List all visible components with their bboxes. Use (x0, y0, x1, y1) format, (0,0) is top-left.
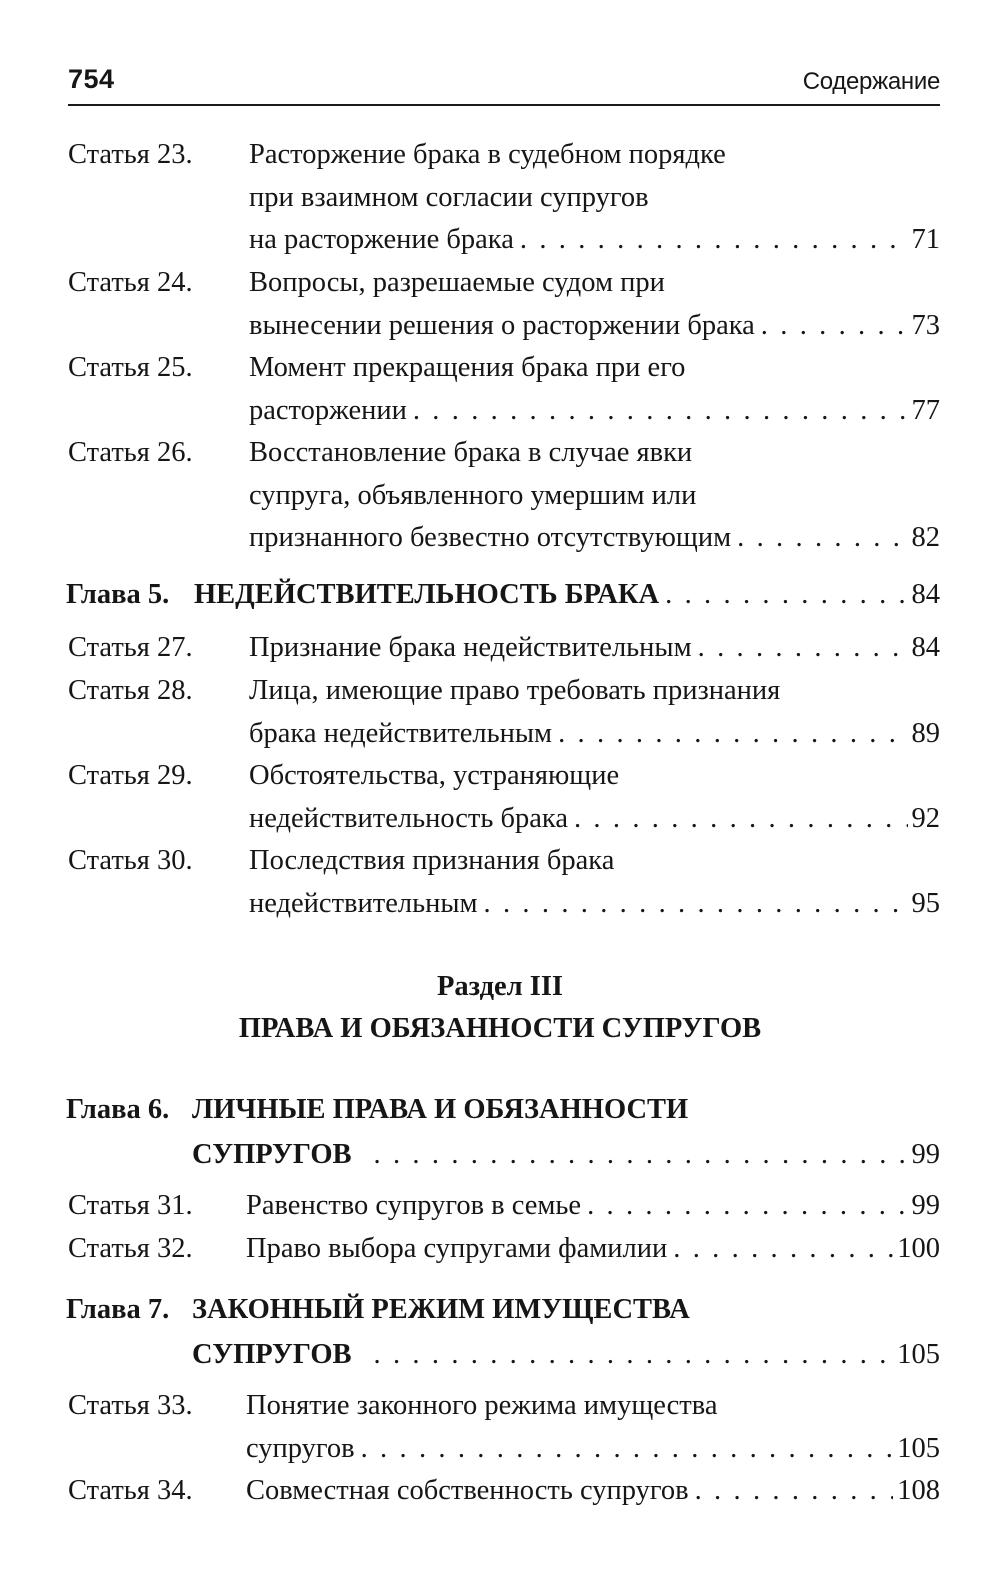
chapter-label: Глава 5. (66, 579, 170, 610)
page-ref: 77 (911, 394, 940, 426)
dot-leader (413, 390, 908, 433)
article-title (246, 1470, 940, 1513)
page-ref: 100 (897, 1233, 940, 1264)
article-label: Статья 24. (68, 267, 193, 298)
article-title-line: признанного безвестно отсутствующим (249, 522, 732, 553)
dot-leader (587, 1185, 907, 1228)
chapter-title-line: СУПРУГОВ (192, 1138, 352, 1170)
article-title-line: Момент прекращения брака при его (249, 352, 686, 383)
dot-leader (737, 517, 907, 560)
dot-leader (698, 627, 908, 670)
toc-entry-article-32 (66, 1228, 940, 1271)
article-title (249, 755, 940, 840)
dot-leader (558, 713, 907, 756)
article-label: Статья 28. (68, 675, 193, 706)
leader-line (246, 1470, 940, 1513)
toc-entry-article-31 (66, 1185, 940, 1228)
page-ref: 71 (911, 224, 940, 255)
toc-entry-article-34 (66, 1470, 940, 1513)
dot-leader (695, 1470, 894, 1513)
leader-line (249, 883, 940, 926)
leader-line (246, 1228, 940, 1271)
article-label: Статья 29. (68, 760, 193, 791)
leader-line (192, 1334, 940, 1377)
dot-leader (484, 883, 908, 926)
page-ref: 108 (897, 1475, 940, 1506)
article-label: Статья 26. (68, 437, 193, 468)
page-ref: 84 (911, 632, 940, 663)
toc-entry-chapter-5 (66, 574, 940, 617)
article-title (249, 627, 940, 670)
dot-leader (673, 1228, 893, 1271)
leader-line (246, 1428, 940, 1471)
article-title-line: на расторжение брака (249, 224, 514, 255)
toc-entry-article-29 (66, 755, 940, 840)
article-title-line: Право выбора супругами фамилии (246, 1233, 668, 1264)
page-ref: 89 (911, 717, 940, 749)
article-label: Статья 32. (68, 1233, 193, 1264)
article-title-line: недействительным (249, 887, 478, 919)
article-label: Статья 31. (68, 1190, 193, 1221)
leader-line (249, 305, 940, 348)
leader-line (249, 713, 940, 756)
article-title (249, 262, 940, 347)
article-title-line: Лица, имеющие право требовать признания (249, 675, 781, 706)
page-ref: 105 (897, 1432, 940, 1464)
leader-line (192, 1134, 940, 1177)
article-title (249, 670, 940, 755)
article-title-line: супруга, объявленного умершим или (249, 479, 697, 511)
article-title (246, 1228, 940, 1271)
leader-line (194, 574, 940, 617)
article-label: Статья 34. (68, 1475, 193, 1506)
toc-entry-article-28 (66, 670, 940, 755)
dot-leader (574, 798, 908, 841)
article-label: Статья 25. (68, 352, 193, 383)
dot-leader (520, 219, 908, 262)
article-title-line: Вопросы, разрешаемые судом при (249, 267, 665, 298)
chapter-title (192, 1089, 940, 1176)
dot-leader (761, 305, 908, 348)
chapter-title-line: СУПРУГОВ (192, 1338, 352, 1370)
leader-line (249, 798, 940, 841)
page-number: 754 (68, 64, 115, 94)
dot-leader (374, 1134, 908, 1177)
toc-entry-chapter-7 (66, 1289, 940, 1376)
article-title-line: Обстоятельства, устраняющие (249, 760, 620, 791)
chapter-label: Глава 6. (66, 1094, 170, 1125)
dot-leader (665, 574, 907, 617)
chapter-title-line: ЛИЧНЫЕ ПРАВА И ОБЯЗАННОСТИ (192, 1094, 689, 1125)
article-label: Статья 27. (68, 632, 193, 663)
chapter-title (192, 1289, 940, 1376)
article-label: Статья 23. (68, 139, 193, 170)
running-head: Содержание (802, 68, 940, 95)
toc-entry-article-24 (66, 262, 940, 347)
leader-line (249, 517, 940, 560)
article-title-line: Совместная собственность супругов (246, 1475, 689, 1506)
article-title-line: расторжении (249, 394, 407, 426)
article-title-line: супругов (246, 1432, 355, 1464)
chapter-title-line: ЗАКОННЫЙ РЕЖИМ ИМУЩЕСТВА (192, 1294, 690, 1325)
article-title-line: Восстановление брака в случае явки (249, 437, 693, 468)
toc-entry-article-23 (66, 134, 940, 262)
article-title-line: Признание брака недействительным (249, 632, 692, 663)
toc-entry-article-30 (66, 840, 940, 925)
dot-leader (361, 1428, 894, 1471)
article-title (249, 840, 940, 925)
leader-line (249, 390, 940, 433)
article-title-line: недействительность брака (249, 802, 568, 834)
page-ref: 105 (897, 1338, 940, 1370)
article-title-line: брака недействительным (249, 717, 553, 749)
chapter-title (194, 574, 940, 617)
article-title (246, 1185, 940, 1228)
toc-entry-article-25 (66, 347, 940, 432)
page-ref: 99 (911, 1190, 940, 1221)
article-title-line: Последствия признания брака (249, 845, 615, 876)
toc-entry-article-26 (66, 432, 940, 560)
article-title (249, 432, 940, 560)
article-title-line: вынесении решения о расторжении брака (249, 309, 755, 341)
leader-line (249, 219, 940, 262)
leader-line (249, 627, 940, 670)
page-ref: 73 (911, 309, 940, 341)
page-ref: 84 (911, 579, 940, 610)
section-label: Раздел III (436, 971, 564, 1002)
page-ref: 92 (911, 802, 940, 834)
article-title-line: Понятие законного режима имущества (246, 1390, 718, 1421)
toc-entry-article-33 (66, 1385, 940, 1470)
chapter-title-line: НЕДЕЙСТВИТЕЛЬНОСТЬ БРАКА (194, 579, 660, 610)
article-title (249, 134, 940, 262)
page-ref: 99 (911, 1138, 940, 1170)
article-label: Статья 30. (68, 845, 193, 876)
header-rule (68, 104, 940, 106)
article-label: Статья 33. (68, 1390, 193, 1421)
toc-entry-chapter-6 (66, 1089, 940, 1176)
chapter-label: Глава 7. (66, 1294, 170, 1325)
article-title (249, 347, 940, 432)
dot-leader (374, 1334, 894, 1377)
page-header (68, 58, 940, 104)
section-title: ПРАВА И ОБЯЗАННОСТИ СУПРУГОВ (238, 1013, 762, 1044)
leader-line (246, 1185, 940, 1228)
article-title-line: при взаимном согласии супругов (249, 181, 649, 213)
page-ref: 95 (911, 887, 940, 919)
toc-entry-article-27 (66, 627, 940, 670)
article-title-line: Расторжение брака в судебном порядке (249, 139, 726, 170)
article-title-line: Равенство супругов в семье (246, 1190, 582, 1221)
article-title (246, 1385, 940, 1470)
page-ref: 82 (911, 522, 940, 553)
